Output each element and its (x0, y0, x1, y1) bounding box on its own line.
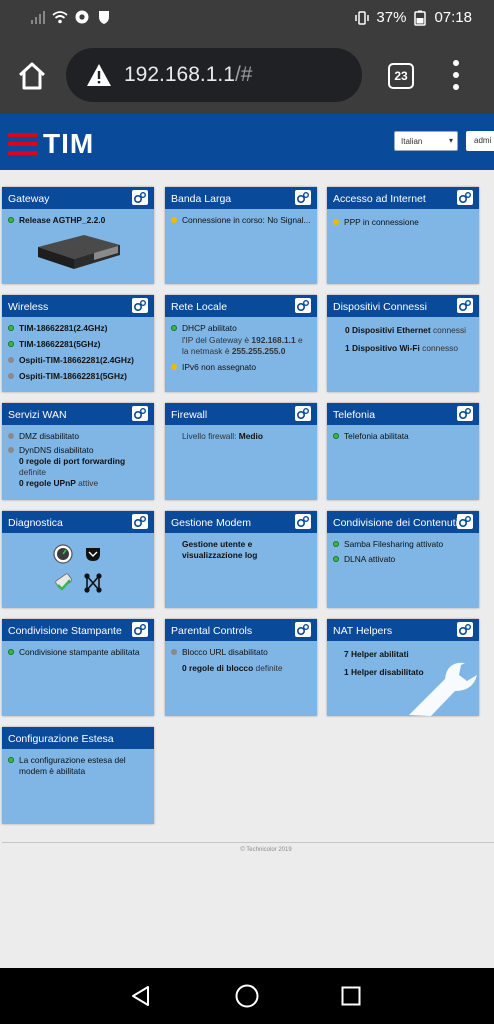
settings-gears-icon[interactable] (132, 622, 148, 637)
clock: 07:18 (434, 9, 472, 26)
ipv6-status: IPv6 non assegnato (182, 362, 257, 372)
card-title-text: Configurazione Estesa (8, 733, 114, 745)
battery-percent: 37% (376, 9, 407, 26)
diagnostic-icons (52, 543, 108, 597)
card-title-text: Diagnostica (8, 517, 63, 529)
card-title[interactable] (327, 295, 479, 317)
pf-count: 0 regole di port forwarding (19, 456, 126, 466)
router-header (0, 114, 494, 170)
ip-label: l'IP del Gateway è (182, 335, 250, 345)
block-rules-count: 0 regole di blocco (182, 663, 254, 673)
not-secure-warning-icon[interactable] (86, 63, 112, 87)
block-rules-suffix: definite (255, 663, 283, 673)
settings-gears-icon[interactable] (457, 298, 473, 313)
card-title-text: Accesso ad Internet (333, 193, 426, 205)
card-condivisione-contenuti[interactable] (327, 511, 479, 608)
overflow-menu-icon[interactable] (450, 60, 462, 90)
firewall-level-value: Medio (238, 431, 263, 441)
card-condivisione-stampante[interactable] (2, 619, 154, 716)
gateway-device-image (32, 231, 122, 273)
wifi-network: TIM-18662281(2.4GHz) (19, 323, 108, 333)
recents-icon[interactable] (341, 986, 361, 1006)
card-title-text: Condivisione Stampante (8, 625, 122, 637)
status-dot-green (333, 433, 339, 439)
back-icon[interactable] (130, 985, 152, 1007)
logo-text: TIM (43, 128, 95, 159)
settings-gears-icon[interactable] (295, 622, 311, 637)
card-title[interactable] (165, 403, 317, 425)
card-title[interactable] (2, 511, 154, 533)
card-title[interactable] (2, 727, 154, 749)
nat-disabled: 1 Helper disabilitato (344, 667, 424, 677)
port-forwarding (8, 456, 148, 478)
url-path: /# (234, 63, 253, 86)
netmask: 255.255.255.0 (231, 346, 286, 356)
card-title[interactable] (165, 295, 317, 317)
extended-config-status: La configurazione estesa del modem è abilitata (19, 755, 126, 776)
card-title-text: Rete Locale (171, 301, 228, 313)
status-dot-grey (171, 649, 177, 655)
card-nat-helpers[interactable] (327, 619, 479, 716)
status-dot-green (8, 325, 14, 331)
card-title[interactable] (165, 619, 317, 641)
card-gestione-modem[interactable] (165, 511, 317, 608)
network-icon[interactable] (84, 573, 101, 592)
vibrate-icon (354, 10, 370, 26)
footer-divider (2, 842, 494, 843)
user-button[interactable]: admi (466, 131, 494, 151)
pf-suffix: definite (19, 467, 47, 477)
settings-gears-icon[interactable] (295, 190, 311, 205)
card-title-text: Firewall (171, 409, 208, 421)
status-dot-green (8, 217, 14, 223)
tab-switcher-button[interactable]: 23 (388, 63, 414, 89)
card-title[interactable] (165, 511, 317, 533)
settings-gears-icon[interactable] (295, 406, 311, 421)
wifi-network: TIM-18662281(5GHz) (19, 339, 101, 349)
browser-toolbar (0, 36, 494, 114)
language-value: Italian (401, 137, 423, 146)
telephony-status: Telefonia abilitata (344, 431, 409, 441)
ethernet-suffix: connessi (432, 325, 467, 335)
internet-status: PPP in connessione (344, 217, 419, 227)
status-dot-grey (8, 433, 14, 439)
wifi-icon (52, 9, 68, 25)
status-dot-grey (8, 373, 14, 379)
settings-gears-icon[interactable] (132, 406, 148, 421)
speedometer-icon[interactable] (54, 545, 72, 563)
card-title-text: Parental Controls (171, 625, 253, 637)
card-title-text: Gateway (8, 193, 50, 205)
status-dot-grey (8, 447, 14, 453)
ethernet-devices (345, 325, 473, 336)
card-title[interactable] (2, 619, 154, 641)
broadband-status: Connessione in corso: No Signal... (182, 215, 311, 225)
modem-management-text: Gestione utente e visualizzazione log (182, 539, 258, 560)
card-title[interactable] (2, 187, 154, 209)
dhcp-status: DHCP abilitato (182, 323, 237, 333)
card-title-text: Servizi WAN (8, 409, 67, 421)
language-select[interactable] (394, 131, 458, 151)
shield-icon (96, 9, 112, 25)
card-title-text: Gestione Modem (171, 517, 251, 529)
tim-logo (8, 128, 94, 160)
card-parental-controls[interactable] (165, 619, 317, 716)
settings-gears-icon[interactable] (132, 514, 148, 529)
wifi-suffix: connesso (422, 343, 459, 353)
dlna-status: DLNA attivato (344, 554, 396, 564)
card-title[interactable] (327, 619, 479, 641)
home-nav-icon[interactable] (235, 984, 259, 1008)
status-dot-green (8, 649, 14, 655)
card-gateway[interactable] (2, 187, 154, 284)
dmz-status: DMZ disabilitato (19, 431, 80, 441)
footer-copyright: © Technicolor 2019 (240, 847, 292, 853)
chevron-down-icon: ▾ (448, 136, 453, 145)
upnp (8, 478, 148, 489)
card-wireless[interactable] (2, 295, 154, 392)
signal-icon (30, 9, 46, 25)
status-dot-green (333, 556, 339, 562)
status-dot-grey (8, 357, 14, 363)
card-title-text: Banda Larga (171, 193, 232, 205)
status-dot-green (8, 341, 14, 347)
address-bar[interactable] (66, 48, 362, 102)
card-title-text: Wireless (8, 301, 49, 313)
check-tool-icon[interactable] (55, 573, 72, 589)
settings-gears-icon[interactable] (457, 190, 473, 205)
card-title[interactable] (327, 187, 479, 209)
card-title-text: Telefonia (333, 409, 376, 421)
wifi-devices (345, 343, 473, 354)
url-text[interactable] (124, 63, 252, 87)
firewall-level-label: Livello firewall: (182, 431, 237, 441)
chrome-icon (74, 9, 90, 25)
status-dot-yellow (171, 217, 177, 223)
card-configurazione-estesa[interactable] (2, 727, 154, 824)
card-telefonia[interactable] (327, 403, 479, 500)
card-diagnostica[interactable] (2, 511, 154, 608)
card-title-text: Condivisione dei Contenuti (333, 517, 458, 529)
card-dispositivi-connessi[interactable] (327, 295, 479, 392)
ethernet-count: 0 Dispositivi Ethernet (345, 325, 431, 335)
status-dot-green (171, 325, 177, 331)
release-text: Release AGTHP_2.2.0 (19, 215, 106, 225)
card-title[interactable] (2, 295, 154, 317)
card-servizi-wan[interactable] (2, 403, 154, 500)
firewall-level (182, 431, 311, 442)
block-rules (171, 663, 311, 674)
settings-gears-icon[interactable] (457, 622, 473, 637)
status-dot-green (8, 757, 14, 763)
mask-label: e la netmask è (182, 335, 303, 356)
url-host: 192.168.1.1 (124, 63, 235, 86)
gateway-ip: 192.168.1.1 (251, 335, 296, 345)
system-navigation-bar (0, 968, 494, 1024)
card-title[interactable] (327, 511, 479, 533)
card-accesso-internet[interactable] (327, 187, 479, 284)
wifi-network: Ospiti-TIM-18662281(5GHz) (19, 371, 127, 381)
wifi-network: Ospiti-TIM-18662281(2.4GHz) (19, 355, 134, 365)
card-title-text: Dispositivi Connessi (333, 301, 427, 313)
card-banda-larga[interactable] (165, 187, 317, 284)
wifi-count: 1 Dispositivo Wi-Fi (345, 343, 420, 353)
lan-info (171, 335, 311, 357)
url-block-status: Blocco URL disabilitato (182, 647, 268, 657)
settings-gears-icon[interactable] (132, 190, 148, 205)
home-icon[interactable] (16, 60, 48, 92)
settings-gears-icon[interactable] (457, 406, 473, 421)
card-title[interactable] (165, 187, 317, 209)
card-title[interactable] (327, 403, 479, 425)
printer-status: Condivisione stampante abilitata (19, 647, 140, 657)
dashboard (0, 170, 494, 968)
card-firewall[interactable] (165, 403, 317, 500)
nat-enabled: 7 Helper abilitati (344, 649, 409, 659)
settings-gears-icon[interactable] (295, 298, 311, 313)
status-dot-yellow (333, 219, 339, 225)
settings-gears-icon[interactable] (132, 298, 148, 313)
settings-gears-icon[interactable] (295, 514, 311, 529)
settings-gears-icon[interactable] (457, 514, 473, 529)
card-title-text: NAT Helpers (333, 625, 393, 637)
status-bar (0, 0, 494, 36)
samba-status: Samba Filesharing attivato (344, 539, 444, 549)
dyndns-status: DynDNS disabilitato (19, 445, 94, 455)
pocket-icon[interactable] (86, 548, 100, 561)
tim-logo-mark (8, 132, 38, 156)
battery-icon (412, 10, 428, 26)
card-title[interactable] (2, 403, 154, 425)
upnp-suffix: attive (78, 478, 99, 488)
status-dot-green (333, 541, 339, 547)
status-dot-yellow (171, 364, 177, 370)
upnp-count: 0 regole UPnP (19, 478, 76, 488)
card-rete-locale[interactable] (165, 295, 317, 392)
